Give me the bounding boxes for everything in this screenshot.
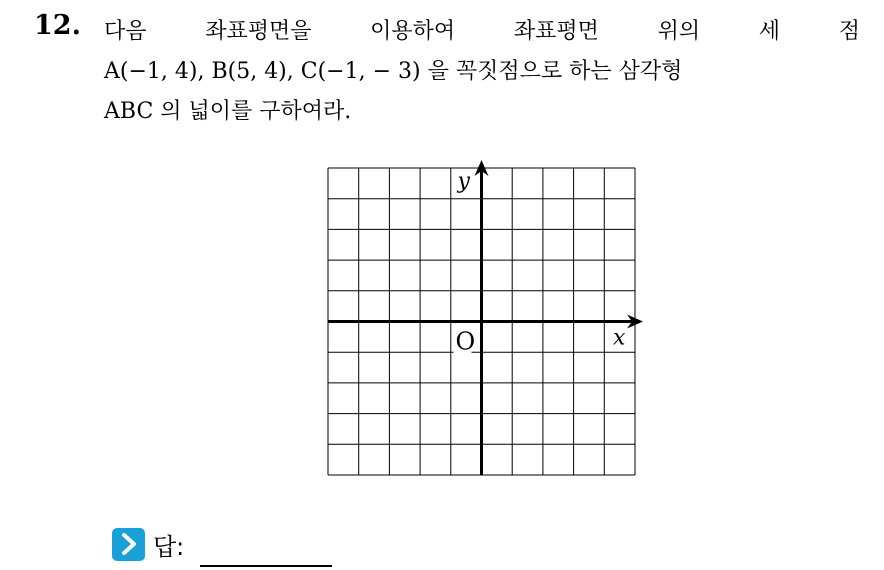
problem-word: 다음 [104,19,147,44]
problem-text-line-3: ABC 의 넓이를 구하여라. [104,99,352,124]
answer-blank[interactable] [200,529,332,567]
origin-label: O [455,327,476,356]
problem-word: 이용하여 [370,19,456,44]
coordinate-plane-svg [320,158,650,484]
problem-text-line-1 [104,14,860,45]
problem-word: 좌표평면 [513,19,599,44]
coordinate-plane [320,158,650,488]
problem-word: 세 [758,19,781,44]
problem-word: 점 [838,19,860,44]
chevron-right-icon [112,528,145,561]
y-axis-label: y [457,169,470,194]
problem-word: 좌표평면을 [205,19,312,44]
problem-number: 12. [34,10,81,41]
problem-text-line-2: A(−1, 4), B(5, 4), C(−1, − 3) 을 꼭짓점으로 하는 삼각형 [104,59,683,84]
answer-row [112,524,332,564]
x-axis-label: x [613,325,626,351]
answer-label: 답: [153,532,185,561]
problem-word: 위의 [657,19,701,44]
